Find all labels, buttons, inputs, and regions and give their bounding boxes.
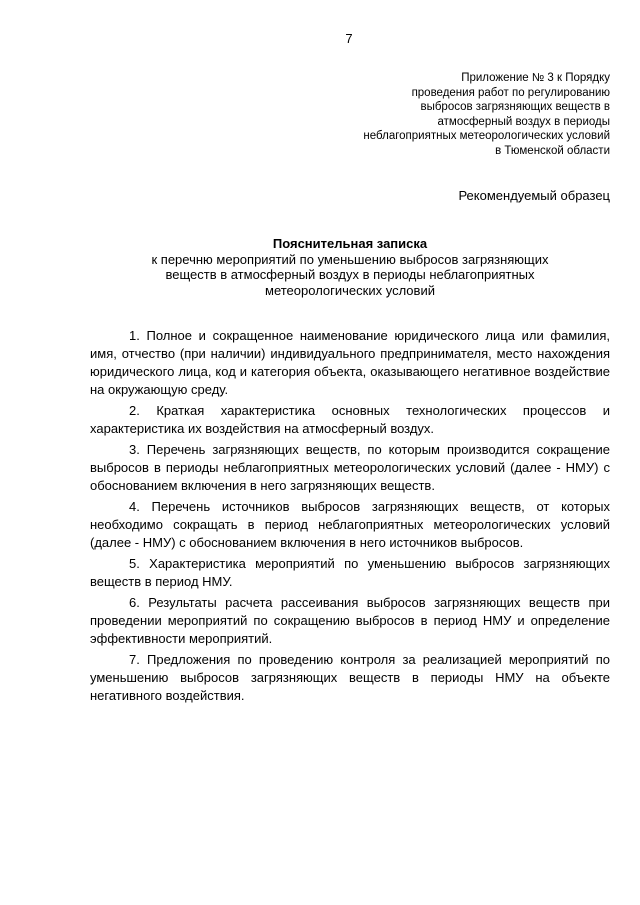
appendix-line: выбросов загрязняющих веществ в [420, 101, 610, 114]
list-item: 5. Характеристика мероприятий по уменьшению выбросов загрязняющих веществ в период НМУ. [90, 556, 610, 589]
document-title-block [90, 236, 610, 298]
appendix-line: в Тюменской области [495, 144, 610, 157]
document-subtitle-line: к перечню мероприятий по уменьшению выбросов загрязняющих [151, 251, 549, 267]
list-item: 1. Полное и сокращенное наименование юридического лица или фамилия, имя, отчество (при наличии) индивидуального предпринимателя, место нахождения юридического лица, код и категория объекта, оказывающего негативное воздействие на окружающую среду. [90, 328, 610, 397]
recommended-sample-label: Рекомендуемый образец [458, 188, 610, 203]
list-item: 3. Перечень загрязняющих веществ, по которым производится сокращение выбросов в периоды неблагоприятных метеорологических условий (далее - НМУ) с обоснованием включения в него загрязняющих веществ. [90, 442, 610, 493]
document-title: Пояснительная записка [272, 236, 428, 251]
list-item: 7. Предложения по проведению контроля за реализацией мероприятий по уменьшению выбросов загрязняющих веществ в периоды НМУ на объекте негативного воздействия. [90, 652, 610, 703]
appendix-line: атмосферный воздух в периоды [437, 115, 610, 128]
page-number: 7 [345, 31, 353, 46]
document-subtitle-line: метеорологических условий [265, 282, 435, 298]
appendix-header [310, 71, 610, 159]
appendix-line: неблагоприятных метеорологических условий [363, 130, 610, 143]
document-subtitle-line: веществ в атмосферный воздух в периоды неблагоприятных [165, 267, 535, 282]
list-item: 6. Результаты расчета рассеивания выбросов загрязняющих веществ при проведении мероприятий по сокращению выбросов в период НМУ и определение эффективности мероприятий. [90, 595, 610, 646]
appendix-line: Приложение № 3 к Порядку [461, 72, 610, 84]
list-item: 2. Краткая характеристика основных технологических процессов и характеристика их воздействия на атмосферный воздух. [90, 403, 610, 436]
items-list [90, 327, 610, 708]
appendix-line: проведения работ по регулированию [411, 86, 610, 99]
list-item: 4. Перечень источников выбросов загрязняющих веществ, от которых необходимо сокращать в период неблагоприятных метеорологических условий (далее - НМУ) с обоснованием включения в него источников выбросов. [90, 499, 610, 550]
